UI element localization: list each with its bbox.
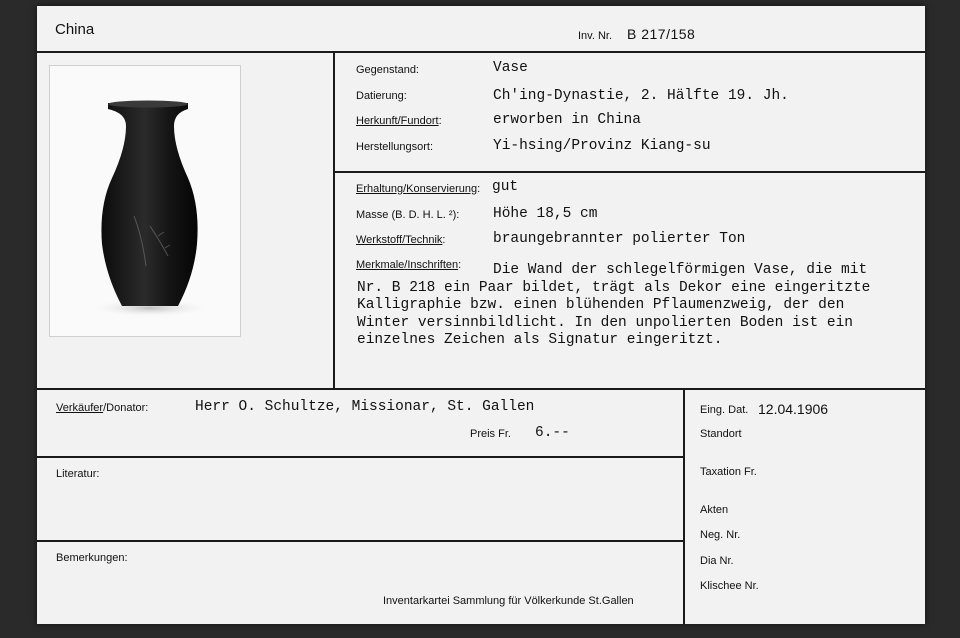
eing-dat-value: 12.04.1906: [758, 401, 829, 417]
merkmale-value: Die Wand der schlegelförmigen Vase, die mit Nr. B 218 ein Paar bildet, trägt als Dekor eine eingeritzte Kalligraphie bzw. einen blühenden Pflaumenzweig, der den Winter versinnbildlicht. In den unpolierten Boden ist ein einzelnes Zeichen als Signatur eingeritzt.: [357, 262, 871, 348]
divider-middle: [37, 388, 925, 390]
inventory-number-label: Inv. Nr.: [578, 30, 613, 42]
erhaltung-value: gut: [492, 179, 519, 195]
donor-value: Herr O. Schultze, Missionar, St. Gallen: [195, 399, 535, 415]
herkunft-label-a: Herkunft: [356, 115, 398, 127]
datierung-label: Datierung:: [356, 90, 407, 102]
gegenstand-value: Vase: [493, 60, 528, 76]
divider-right-panel: [683, 388, 685, 624]
datierung-value: Ch'ing-Dynastie, 2. Hälfte 19. Jh.: [493, 88, 789, 104]
divider-donor-literatur: [37, 456, 683, 458]
herkunft-value: erworben in China: [493, 112, 641, 128]
neg-nr-label: Neg. Nr.: [700, 529, 741, 541]
werkstoff-label: [356, 234, 445, 246]
eing-dat-label: Eing. Dat.: [700, 404, 749, 416]
inventory-card: [37, 6, 925, 624]
herkunft-label-b: /: [397, 115, 401, 127]
masse-value: Höhe 18,5 cm: [493, 206, 598, 222]
werkstoff-label-b: /: [402, 234, 406, 246]
divider-photo-vertical: [333, 51, 335, 388]
divider-object-details: [333, 171, 925, 173]
masse-label: Masse (B. D. H. L. ²):: [356, 209, 460, 221]
literatur-label: Literatur:: [56, 468, 100, 480]
herkunft-label: [356, 115, 442, 127]
erhaltung-label-c: Konservierung: [406, 183, 478, 195]
akten-label: Akten: [700, 504, 729, 516]
inventory-number-value: B 217/158: [627, 26, 696, 42]
divider-top: [37, 51, 925, 53]
merkmale-label-a: Merkmale: [356, 259, 405, 271]
bemerkungen-label: Bemerkungen:: [56, 552, 128, 564]
werkstoff-value: braungebrannter polierter Ton: [493, 231, 746, 247]
region-label: China: [55, 21, 95, 38]
werkstoff-label-a: Werkstoff: [356, 234, 403, 246]
herkunft-label-d: :: [438, 115, 442, 127]
vase-photo: [49, 65, 241, 337]
herstellungsort-value: Yi-hsing/Provinz Kiang-su: [493, 138, 711, 154]
erhaltung-label-a: Erhaltung: [356, 183, 404, 195]
preis-value: 6.--: [535, 425, 570, 441]
erhaltung-label-b: /: [403, 183, 407, 195]
divider-literatur-bemerkungen: [37, 540, 683, 542]
vase-icon: [50, 66, 240, 336]
erhaltung-label-d: :: [477, 183, 481, 195]
card-footer: Inventarkartei Sammlung für Völkerkunde St.Gallen: [383, 595, 634, 607]
erhaltung-label: [356, 183, 480, 195]
donor-label-b: /Donator:: [103, 402, 149, 414]
merkmale-label-d: :: [458, 259, 462, 271]
standort-label: Standort: [700, 428, 742, 440]
dia-nr-label: Dia Nr.: [700, 555, 734, 567]
klischee-nr-label: Klischee Nr.: [700, 580, 759, 592]
werkstoff-label-d: :: [442, 234, 446, 246]
merkmale-label-b: /: [404, 259, 408, 271]
donor-label-a: Verkäufer: [56, 402, 104, 414]
herkunft-label-c: Fundort: [400, 115, 439, 127]
merkmale-label-c: Inschriften: [407, 259, 459, 271]
werkstoff-label-c: Technik: [405, 234, 443, 246]
preis-label: Preis Fr.: [470, 428, 511, 440]
taxation-label: Taxation Fr.: [700, 466, 757, 478]
donor-label: [56, 402, 148, 414]
gegenstand-label: Gegenstand:: [356, 64, 419, 76]
herstellungsort-label: Herstellungsort:: [356, 141, 434, 153]
